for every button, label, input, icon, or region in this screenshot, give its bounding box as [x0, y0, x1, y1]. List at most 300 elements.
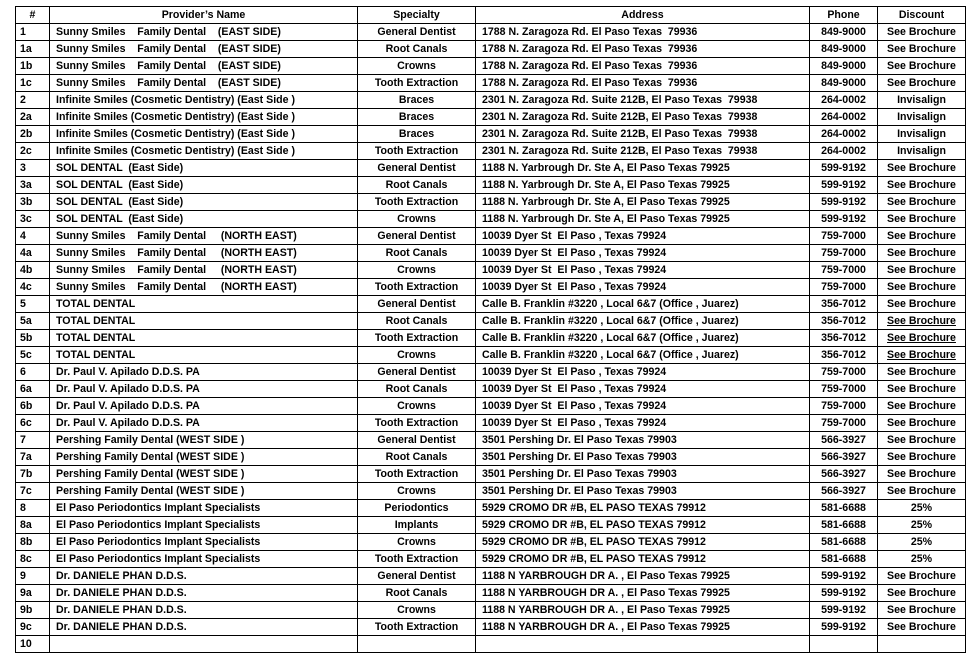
address-cell: 10039 Dyer St El Paso , Texas 79924 — [476, 364, 810, 381]
discount-cell — [878, 568, 966, 585]
discount-cell — [878, 109, 966, 126]
row-number: 3b — [16, 194, 50, 211]
provider-table — [15, 6, 966, 653]
phone-cell: 264-0002 — [810, 109, 878, 126]
specialty-cell: Tooth Extraction — [358, 466, 476, 483]
specialty-cell: Root Canals — [358, 41, 476, 58]
provider-name-cell: Infinite Smiles (Cosmetic Dentistry) (East Side ) — [50, 126, 358, 143]
provider-name-cell: TOTAL DENTAL — [50, 313, 358, 330]
provider-name-cell: TOTAL DENTAL — [50, 347, 358, 364]
discount-text: 25% — [910, 535, 933, 548]
provider-name-cell: Sunny Smiles Family Dental (NORTH EAST) — [50, 279, 358, 296]
discount-cell — [878, 41, 966, 58]
provider-name-cell: SOL DENTAL (East Side) — [50, 194, 358, 211]
discount-cell — [878, 330, 966, 347]
discount-text: See Brochure — [887, 59, 956, 72]
row-number: 5a — [16, 313, 50, 330]
discount-text: See Brochure — [887, 246, 956, 259]
row-number: 1 — [16, 24, 50, 41]
specialty-cell: Crowns — [358, 398, 476, 415]
row-number: 3 — [16, 160, 50, 177]
discount-text: See Brochure — [887, 603, 956, 616]
provider-name-cell: Pershing Family Dental (WEST SIDE ) — [50, 466, 358, 483]
address-cell: 2301 N. Zaragoza Rd. Suite 212B, El Paso Texas 79938 — [476, 92, 810, 109]
phone-cell: 566-3927 — [810, 432, 878, 449]
table-row — [16, 619, 966, 636]
table-row — [16, 585, 966, 602]
address-cell: 1188 N. Yarbrough Dr. Ste A, El Paso Texas 79925 — [476, 160, 810, 177]
phone-cell: 759-7000 — [810, 398, 878, 415]
row-number: 4 — [16, 228, 50, 245]
table-row — [16, 483, 966, 500]
row-number: 9a — [16, 585, 50, 602]
phone-cell: 599-9192 — [810, 585, 878, 602]
specialty-cell — [358, 636, 476, 653]
specialty-cell: Crowns — [358, 483, 476, 500]
address-cell: Calle B. Franklin #3220 , Local 6&7 (Office , Juarez) — [476, 313, 810, 330]
table-row — [16, 381, 966, 398]
discount-cell — [878, 279, 966, 296]
address-cell: 1788 N. Zaragoza Rd. El Paso Texas 79936 — [476, 24, 810, 41]
discount-cell — [878, 228, 966, 245]
phone-cell: 566-3927 — [810, 466, 878, 483]
discount-text: See Brochure — [887, 382, 956, 395]
phone-cell: 759-7000 — [810, 364, 878, 381]
header-address: Address — [476, 7, 810, 24]
phone-cell: 264-0002 — [810, 92, 878, 109]
row-number: 8c — [16, 551, 50, 568]
discount-text: See Brochure — [887, 399, 956, 412]
address-cell: 3501 Pershing Dr. El Paso Texas 79903 — [476, 432, 810, 449]
phone-cell: 599-9192 — [810, 568, 878, 585]
specialty-cell: Crowns — [358, 58, 476, 75]
specialty-cell: Implants — [358, 517, 476, 534]
row-number: 8 — [16, 500, 50, 517]
address-cell: 5929 CROMO DR #B, EL PASO TEXAS 79912 — [476, 517, 810, 534]
address-cell: Calle B. Franklin #3220 , Local 6&7 (Office , Juarez) — [476, 347, 810, 364]
phone-cell: 581-6688 — [810, 500, 878, 517]
row-number: 4a — [16, 245, 50, 262]
specialty-cell: Tooth Extraction — [358, 194, 476, 211]
row-number: 4c — [16, 279, 50, 296]
row-number: 2b — [16, 126, 50, 143]
discount-text: See Brochure — [887, 620, 956, 633]
provider-name-cell: Dr. DANIELE PHAN D.D.S. — [50, 568, 358, 585]
phone-cell: 849-9000 — [810, 58, 878, 75]
specialty-cell: Tooth Extraction — [358, 551, 476, 568]
address-cell: 1188 N YARBROUGH DR A. , El Paso Texas 79925 — [476, 585, 810, 602]
table-row — [16, 279, 966, 296]
address-cell: 10039 Dyer St El Paso , Texas 79924 — [476, 228, 810, 245]
discount-cell — [878, 619, 966, 636]
table-row — [16, 262, 966, 279]
specialty-cell: General Dentist — [358, 364, 476, 381]
row-number: 5c — [16, 347, 50, 364]
discount-cell — [878, 313, 966, 330]
specialty-cell: Root Canals — [358, 177, 476, 194]
phone-cell — [810, 636, 878, 653]
address-cell: 10039 Dyer St El Paso , Texas 79924 — [476, 245, 810, 262]
row-number: 2a — [16, 109, 50, 126]
table-row — [16, 211, 966, 228]
specialty-cell: Tooth Extraction — [358, 415, 476, 432]
table-row — [16, 177, 966, 194]
table-row — [16, 24, 966, 41]
phone-cell: 759-7000 — [810, 228, 878, 245]
provider-name-cell: Sunny Smiles Family Dental (EAST SIDE) — [50, 24, 358, 41]
specialty-cell: General Dentist — [358, 228, 476, 245]
discount-cell — [878, 143, 966, 160]
address-cell: 10039 Dyer St El Paso , Texas 79924 — [476, 415, 810, 432]
table-row — [16, 228, 966, 245]
discount-text: See Brochure — [887, 484, 956, 497]
provider-name-cell: Infinite Smiles (Cosmetic Dentistry) (East Side ) — [50, 92, 358, 109]
table-row — [16, 330, 966, 347]
provider-name-cell: Sunny Smiles Family Dental (NORTH EAST) — [50, 228, 358, 245]
phone-cell: 759-7000 — [810, 262, 878, 279]
specialty-cell: Crowns — [358, 211, 476, 228]
discount-cell — [878, 75, 966, 92]
header-provider-name: Provider’s Name — [50, 7, 358, 24]
provider-name-cell: Dr. Paul V. Apilado D.D.S. PA — [50, 364, 358, 381]
phone-cell: 356-7012 — [810, 347, 878, 364]
provider-name-cell: El Paso Periodontics Implant Specialists — [50, 551, 358, 568]
row-number: 3a — [16, 177, 50, 194]
provider-name-cell: Dr. Paul V. Apilado D.D.S. PA — [50, 398, 358, 415]
specialty-cell: Tooth Extraction — [358, 330, 476, 347]
discount-cell — [878, 636, 966, 653]
phone-cell: 759-7000 — [810, 245, 878, 262]
row-number: 8b — [16, 534, 50, 551]
address-cell: 1788 N. Zaragoza Rd. El Paso Texas 79936 — [476, 41, 810, 58]
specialty-cell: General Dentist — [358, 160, 476, 177]
row-number: 6 — [16, 364, 50, 381]
row-number: 10 — [16, 636, 50, 653]
address-cell: Calle B. Franklin #3220 , Local 6&7 (Office , Juarez) — [476, 296, 810, 313]
table-row — [16, 398, 966, 415]
specialty-cell: General Dentist — [358, 296, 476, 313]
address-cell: 3501 Pershing Dr. El Paso Texas 79903 — [476, 483, 810, 500]
specialty-cell: Root Canals — [358, 313, 476, 330]
discount-cell — [878, 58, 966, 75]
provider-name-cell: Sunny Smiles Family Dental (EAST SIDE) — [50, 75, 358, 92]
provider-name-cell: TOTAL DENTAL — [50, 330, 358, 347]
provider-name-cell: El Paso Periodontics Implant Specialists — [50, 517, 358, 534]
address-cell: 10039 Dyer St El Paso , Texas 79924 — [476, 262, 810, 279]
table-row — [16, 75, 966, 92]
table-row — [16, 92, 966, 109]
address-cell: 1788 N. Zaragoza Rd. El Paso Texas 79936 — [476, 58, 810, 75]
discount-text: See Brochure — [887, 586, 956, 599]
address-cell: 2301 N. Zaragoza Rd. Suite 212B, El Paso Texas 79938 — [476, 126, 810, 143]
specialty-cell: Tooth Extraction — [358, 619, 476, 636]
discount-text: See Brochure — [887, 331, 956, 344]
provider-name-cell: Infinite Smiles (Cosmetic Dentistry) (East Side ) — [50, 143, 358, 160]
discount-cell — [878, 347, 966, 364]
address-cell: 5929 CROMO DR #B, EL PASO TEXAS 79912 — [476, 534, 810, 551]
row-number: 5b — [16, 330, 50, 347]
specialty-cell: General Dentist — [358, 432, 476, 449]
address-cell: 2301 N. Zaragoza Rd. Suite 212B, El Paso Texas 79938 — [476, 109, 810, 126]
table-row — [16, 364, 966, 381]
discount-cell — [878, 534, 966, 551]
discount-cell — [878, 500, 966, 517]
table-row — [16, 194, 966, 211]
discount-cell — [878, 24, 966, 41]
provider-name-cell: Sunny Smiles Family Dental (NORTH EAST) — [50, 262, 358, 279]
table-row — [16, 466, 966, 483]
specialty-cell: Crowns — [358, 347, 476, 364]
table-row — [16, 109, 966, 126]
phone-cell: 759-7000 — [810, 279, 878, 296]
phone-cell: 599-9192 — [810, 160, 878, 177]
row-number: 1a — [16, 41, 50, 58]
provider-table-wrapper — [15, 6, 966, 653]
discount-cell — [878, 194, 966, 211]
phone-cell: 599-9192 — [810, 619, 878, 636]
specialty-cell: Root Canals — [358, 585, 476, 602]
phone-cell: 581-6688 — [810, 551, 878, 568]
discount-text: See Brochure — [887, 161, 956, 174]
provider-name-cell: El Paso Periodontics Implant Specialists — [50, 534, 358, 551]
table-row — [16, 296, 966, 313]
discount-text: See Brochure — [887, 195, 956, 208]
address-cell: 10039 Dyer St El Paso , Texas 79924 — [476, 381, 810, 398]
row-number: 9 — [16, 568, 50, 585]
discount-cell — [878, 211, 966, 228]
row-number: 4b — [16, 262, 50, 279]
row-number: 1b — [16, 58, 50, 75]
discount-cell — [878, 296, 966, 313]
phone-cell: 849-9000 — [810, 75, 878, 92]
specialty-cell: Tooth Extraction — [358, 143, 476, 160]
phone-cell: 599-9192 — [810, 177, 878, 194]
table-row — [16, 534, 966, 551]
row-number: 6c — [16, 415, 50, 432]
provider-name-cell: SOL DENTAL (East Side) — [50, 211, 358, 228]
phone-cell: 566-3927 — [810, 483, 878, 500]
discount-text: See Brochure — [887, 280, 956, 293]
discount-cell — [878, 432, 966, 449]
discount-text: See Brochure — [887, 348, 956, 361]
specialty-cell: Root Canals — [358, 381, 476, 398]
table-row — [16, 245, 966, 262]
provider-name-cell: Sunny Smiles Family Dental (NORTH EAST) — [50, 245, 358, 262]
table-row — [16, 415, 966, 432]
discount-text: See Brochure — [887, 76, 956, 89]
row-number: 3c — [16, 211, 50, 228]
table-row — [16, 126, 966, 143]
table-row — [16, 500, 966, 517]
table-row — [16, 160, 966, 177]
row-number: 8a — [16, 517, 50, 534]
address-cell: 2301 N. Zaragoza Rd. Suite 212B, El Paso Texas 79938 — [476, 143, 810, 160]
table-row — [16, 41, 966, 58]
table-row — [16, 432, 966, 449]
discount-text: 25% — [910, 552, 933, 565]
provider-name-cell — [50, 636, 358, 653]
row-number: 7 — [16, 432, 50, 449]
discount-cell — [878, 92, 966, 109]
table-row — [16, 449, 966, 466]
discount-text: See Brochure — [887, 263, 956, 276]
phone-cell: 581-6688 — [810, 517, 878, 534]
phone-cell: 759-7000 — [810, 381, 878, 398]
table-row — [16, 602, 966, 619]
provider-name-cell: El Paso Periodontics Implant Specialists — [50, 500, 358, 517]
row-number: 6b — [16, 398, 50, 415]
specialty-cell: Crowns — [358, 262, 476, 279]
row-number: 7a — [16, 449, 50, 466]
discount-cell — [878, 585, 966, 602]
phone-cell: 599-9192 — [810, 194, 878, 211]
header-specialty: Specialty — [358, 7, 476, 24]
specialty-cell: Braces — [358, 109, 476, 126]
address-cell: 1188 N. Yarbrough Dr. Ste A, El Paso Texas 79925 — [476, 211, 810, 228]
table-row — [16, 143, 966, 160]
discount-text: See Brochure — [887, 467, 956, 480]
discount-text: See Brochure — [887, 178, 956, 191]
row-number: 2c — [16, 143, 50, 160]
discount-text: See Brochure — [887, 433, 956, 446]
discount-text: See Brochure — [887, 314, 956, 327]
address-cell: 3501 Pershing Dr. El Paso Texas 79903 — [476, 466, 810, 483]
phone-cell: 264-0002 — [810, 143, 878, 160]
discount-cell — [878, 364, 966, 381]
address-cell: 10039 Dyer St El Paso , Texas 79924 — [476, 279, 810, 296]
table-row — [16, 517, 966, 534]
discount-cell — [878, 262, 966, 279]
provider-name-cell: Pershing Family Dental (WEST SIDE ) — [50, 449, 358, 466]
address-cell: 5929 CROMO DR #B, EL PASO TEXAS 79912 — [476, 500, 810, 517]
header-row — [16, 7, 966, 24]
address-cell: 1188 N YARBROUGH DR A. , El Paso Texas 79925 — [476, 568, 810, 585]
provider-name-cell: Dr. DANIELE PHAN D.D.S. — [50, 585, 358, 602]
discount-cell — [878, 398, 966, 415]
discount-cell — [878, 517, 966, 534]
discount-text: See Brochure — [887, 212, 956, 225]
discount-text: See Brochure — [887, 416, 956, 429]
row-number: 1c — [16, 75, 50, 92]
discount-text: See Brochure — [887, 450, 956, 463]
specialty-cell: Braces — [358, 92, 476, 109]
provider-name-cell: Pershing Family Dental (WEST SIDE ) — [50, 483, 358, 500]
row-number: 9c — [16, 619, 50, 636]
discount-text: See Brochure — [887, 229, 956, 242]
discount-text: Invisalign — [897, 110, 946, 123]
discount-cell — [878, 415, 966, 432]
row-number: 5 — [16, 296, 50, 313]
provider-name-cell: Dr. DANIELE PHAN D.D.S. — [50, 619, 358, 636]
discount-text: Invisalign — [897, 144, 946, 157]
discount-text: See Brochure — [887, 365, 956, 378]
address-cell: 1188 N. Yarbrough Dr. Ste A, El Paso Texas 79925 — [476, 177, 810, 194]
discount-cell — [878, 483, 966, 500]
provider-name-cell: TOTAL DENTAL — [50, 296, 358, 313]
discount-text: See Brochure — [887, 297, 956, 310]
discount-cell — [878, 551, 966, 568]
phone-cell: 849-9000 — [810, 41, 878, 58]
provider-name-cell: SOL DENTAL (East Side) — [50, 160, 358, 177]
discount-cell — [878, 245, 966, 262]
table-row — [16, 551, 966, 568]
table-body — [16, 24, 966, 653]
row-number: 7c — [16, 483, 50, 500]
address-cell: 1188 N. Yarbrough Dr. Ste A, El Paso Texas 79925 — [476, 194, 810, 211]
specialty-cell: Tooth Extraction — [358, 75, 476, 92]
provider-name-cell: Sunny Smiles Family Dental (EAST SIDE) — [50, 58, 358, 75]
address-cell — [476, 636, 810, 653]
specialty-cell: General Dentist — [358, 24, 476, 41]
specialty-cell: Tooth Extraction — [358, 279, 476, 296]
provider-name-cell: Infinite Smiles (Cosmetic Dentistry) (East Side ) — [50, 109, 358, 126]
phone-cell: 356-7012 — [810, 313, 878, 330]
row-number: 9b — [16, 602, 50, 619]
address-cell: Calle B. Franklin #3220 , Local 6&7 (Office , Juarez) — [476, 330, 810, 347]
row-number: 7b — [16, 466, 50, 483]
specialty-cell: Periodontics — [358, 500, 476, 517]
address-cell: 10039 Dyer St El Paso , Texas 79924 — [476, 398, 810, 415]
discount-text: Invisalign — [897, 127, 946, 140]
table-row — [16, 313, 966, 330]
discount-text: See Brochure — [887, 25, 956, 38]
phone-cell: 356-7012 — [810, 296, 878, 313]
address-cell: 3501 Pershing Dr. El Paso Texas 79903 — [476, 449, 810, 466]
discount-cell — [878, 160, 966, 177]
phone-cell: 566-3927 — [810, 449, 878, 466]
provider-name-cell: Pershing Family Dental (WEST SIDE ) — [50, 432, 358, 449]
address-cell: 1188 N YARBROUGH DR A. , El Paso Texas 79925 — [476, 619, 810, 636]
discount-cell — [878, 466, 966, 483]
phone-cell: 264-0002 — [810, 126, 878, 143]
specialty-cell: General Dentist — [358, 568, 476, 585]
phone-cell: 849-9000 — [810, 24, 878, 41]
phone-cell: 759-7000 — [810, 415, 878, 432]
specialty-cell: Root Canals — [358, 245, 476, 262]
row-number: 2 — [16, 92, 50, 109]
discount-cell — [878, 602, 966, 619]
address-cell: 1788 N. Zaragoza Rd. El Paso Texas 79936 — [476, 75, 810, 92]
address-cell: 5929 CROMO DR #B, EL PASO TEXAS 79912 — [476, 551, 810, 568]
specialty-cell: Braces — [358, 126, 476, 143]
discount-cell — [878, 126, 966, 143]
discount-cell — [878, 381, 966, 398]
provider-name-cell: SOL DENTAL (East Side) — [50, 177, 358, 194]
specialty-cell: Root Canals — [358, 449, 476, 466]
discount-text: 25% — [910, 501, 933, 514]
address-cell: 1188 N YARBROUGH DR A. , El Paso Texas 79925 — [476, 602, 810, 619]
provider-name-cell: Dr. Paul V. Apilado D.D.S. PA — [50, 381, 358, 398]
provider-name-cell: Dr. DANIELE PHAN D.D.S. — [50, 602, 358, 619]
phone-cell: 599-9192 — [810, 602, 878, 619]
discount-text: 25% — [910, 518, 933, 531]
table-row — [16, 58, 966, 75]
discount-text: See Brochure — [887, 569, 956, 582]
table-row — [16, 636, 966, 653]
provider-name-cell: Dr. Paul V. Apilado D.D.S. PA — [50, 415, 358, 432]
discount-cell — [878, 177, 966, 194]
phone-cell: 599-9192 — [810, 211, 878, 228]
specialty-cell: Crowns — [358, 602, 476, 619]
discount-cell — [878, 449, 966, 466]
table-row — [16, 568, 966, 585]
discount-text: Invisalign — [897, 93, 946, 106]
row-number: 6a — [16, 381, 50, 398]
specialty-cell: Crowns — [358, 534, 476, 551]
provider-name-cell: Sunny Smiles Family Dental (EAST SIDE) — [50, 41, 358, 58]
discount-text: See Brochure — [887, 42, 956, 55]
table-row — [16, 347, 966, 364]
